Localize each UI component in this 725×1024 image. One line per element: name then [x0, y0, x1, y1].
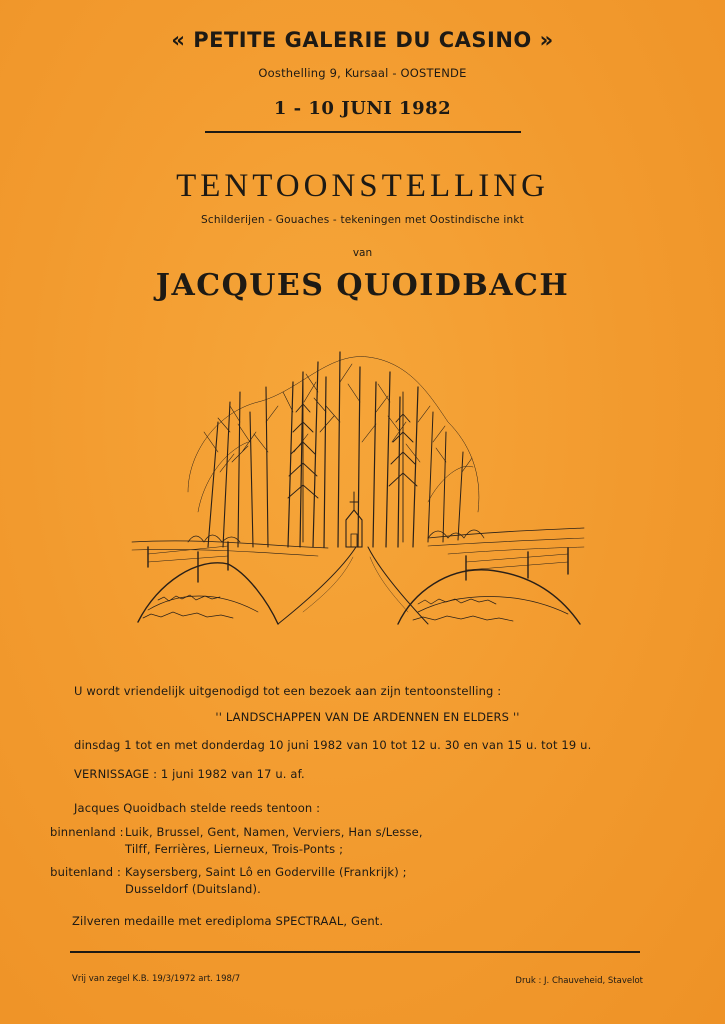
domestic-exhibitions [50, 825, 423, 856]
van-label: van [352, 247, 373, 259]
vernissage-info: VERNISSAGE : 1 juni 1982 van 17 u. af. [74, 767, 305, 781]
stamp-exemption-note: Vrij van zegel K.B. 19/3/1972 art. 198/7 [72, 974, 241, 984]
medal-award: Zilveren medaille met erediploma SPECTRAAL, Gent. [72, 914, 384, 928]
previous-exhibitions-intro: Jacques Quoidbach stelde reeds tentoon : [74, 801, 321, 815]
divider-top [205, 131, 521, 133]
artist-name: JACQUES QUOIDBACH [155, 268, 570, 303]
invitation-text: U wordt vriendelijk uitgenodigd tot een bezoek aan zijn tentoonstelling : [74, 684, 502, 698]
domestic-line-2: Tilff, Ferrières, Lierneux, Trois-Ponts ; [125, 842, 344, 856]
landscape-ink-drawing-icon [128, 342, 590, 642]
foreign-line-1: Kaysersberg, Saint Lô en Goderville (Frankrijk) ; [125, 865, 407, 879]
opening-hours: dinsdag 1 tot en met donderdag 10 juni 1982 van 10 tot 12 u. 30 en van 15 u. tot 19 u. [74, 738, 592, 752]
exhibition-dates: 1 - 10 JUNI 1982 [273, 98, 452, 119]
foreign-exhibitions [50, 865, 407, 896]
gallery-name: « PETITE GALERIE DU CASINO » [171, 28, 554, 52]
domestic-label: binnenland : [50, 825, 124, 839]
foreign-line-2: Dusseldorf (Duitsland). [125, 882, 261, 896]
foreign-label: buitenland : [50, 865, 121, 879]
printer-credit: Druk : J. Chauveheid, Stavelot [515, 976, 643, 986]
exhibition-title: TENTOONSTELLING [176, 168, 549, 204]
exhibition-subtitle: Schilderijen - Gouaches - tekeningen met Oostindische inkt [201, 214, 524, 226]
exhibition-program-title: '' LANDSCHAPPEN VAN DE ARDENNEN EN ELDERS '' [215, 710, 520, 724]
divider-bottom [70, 951, 640, 953]
gallery-address: Oosthelling 9, Kursaal - OOSTENDE [258, 66, 467, 80]
domestic-line-1: Luik, Brussel, Gent, Namen, Verviers, Han s/Lesse, [125, 825, 423, 839]
